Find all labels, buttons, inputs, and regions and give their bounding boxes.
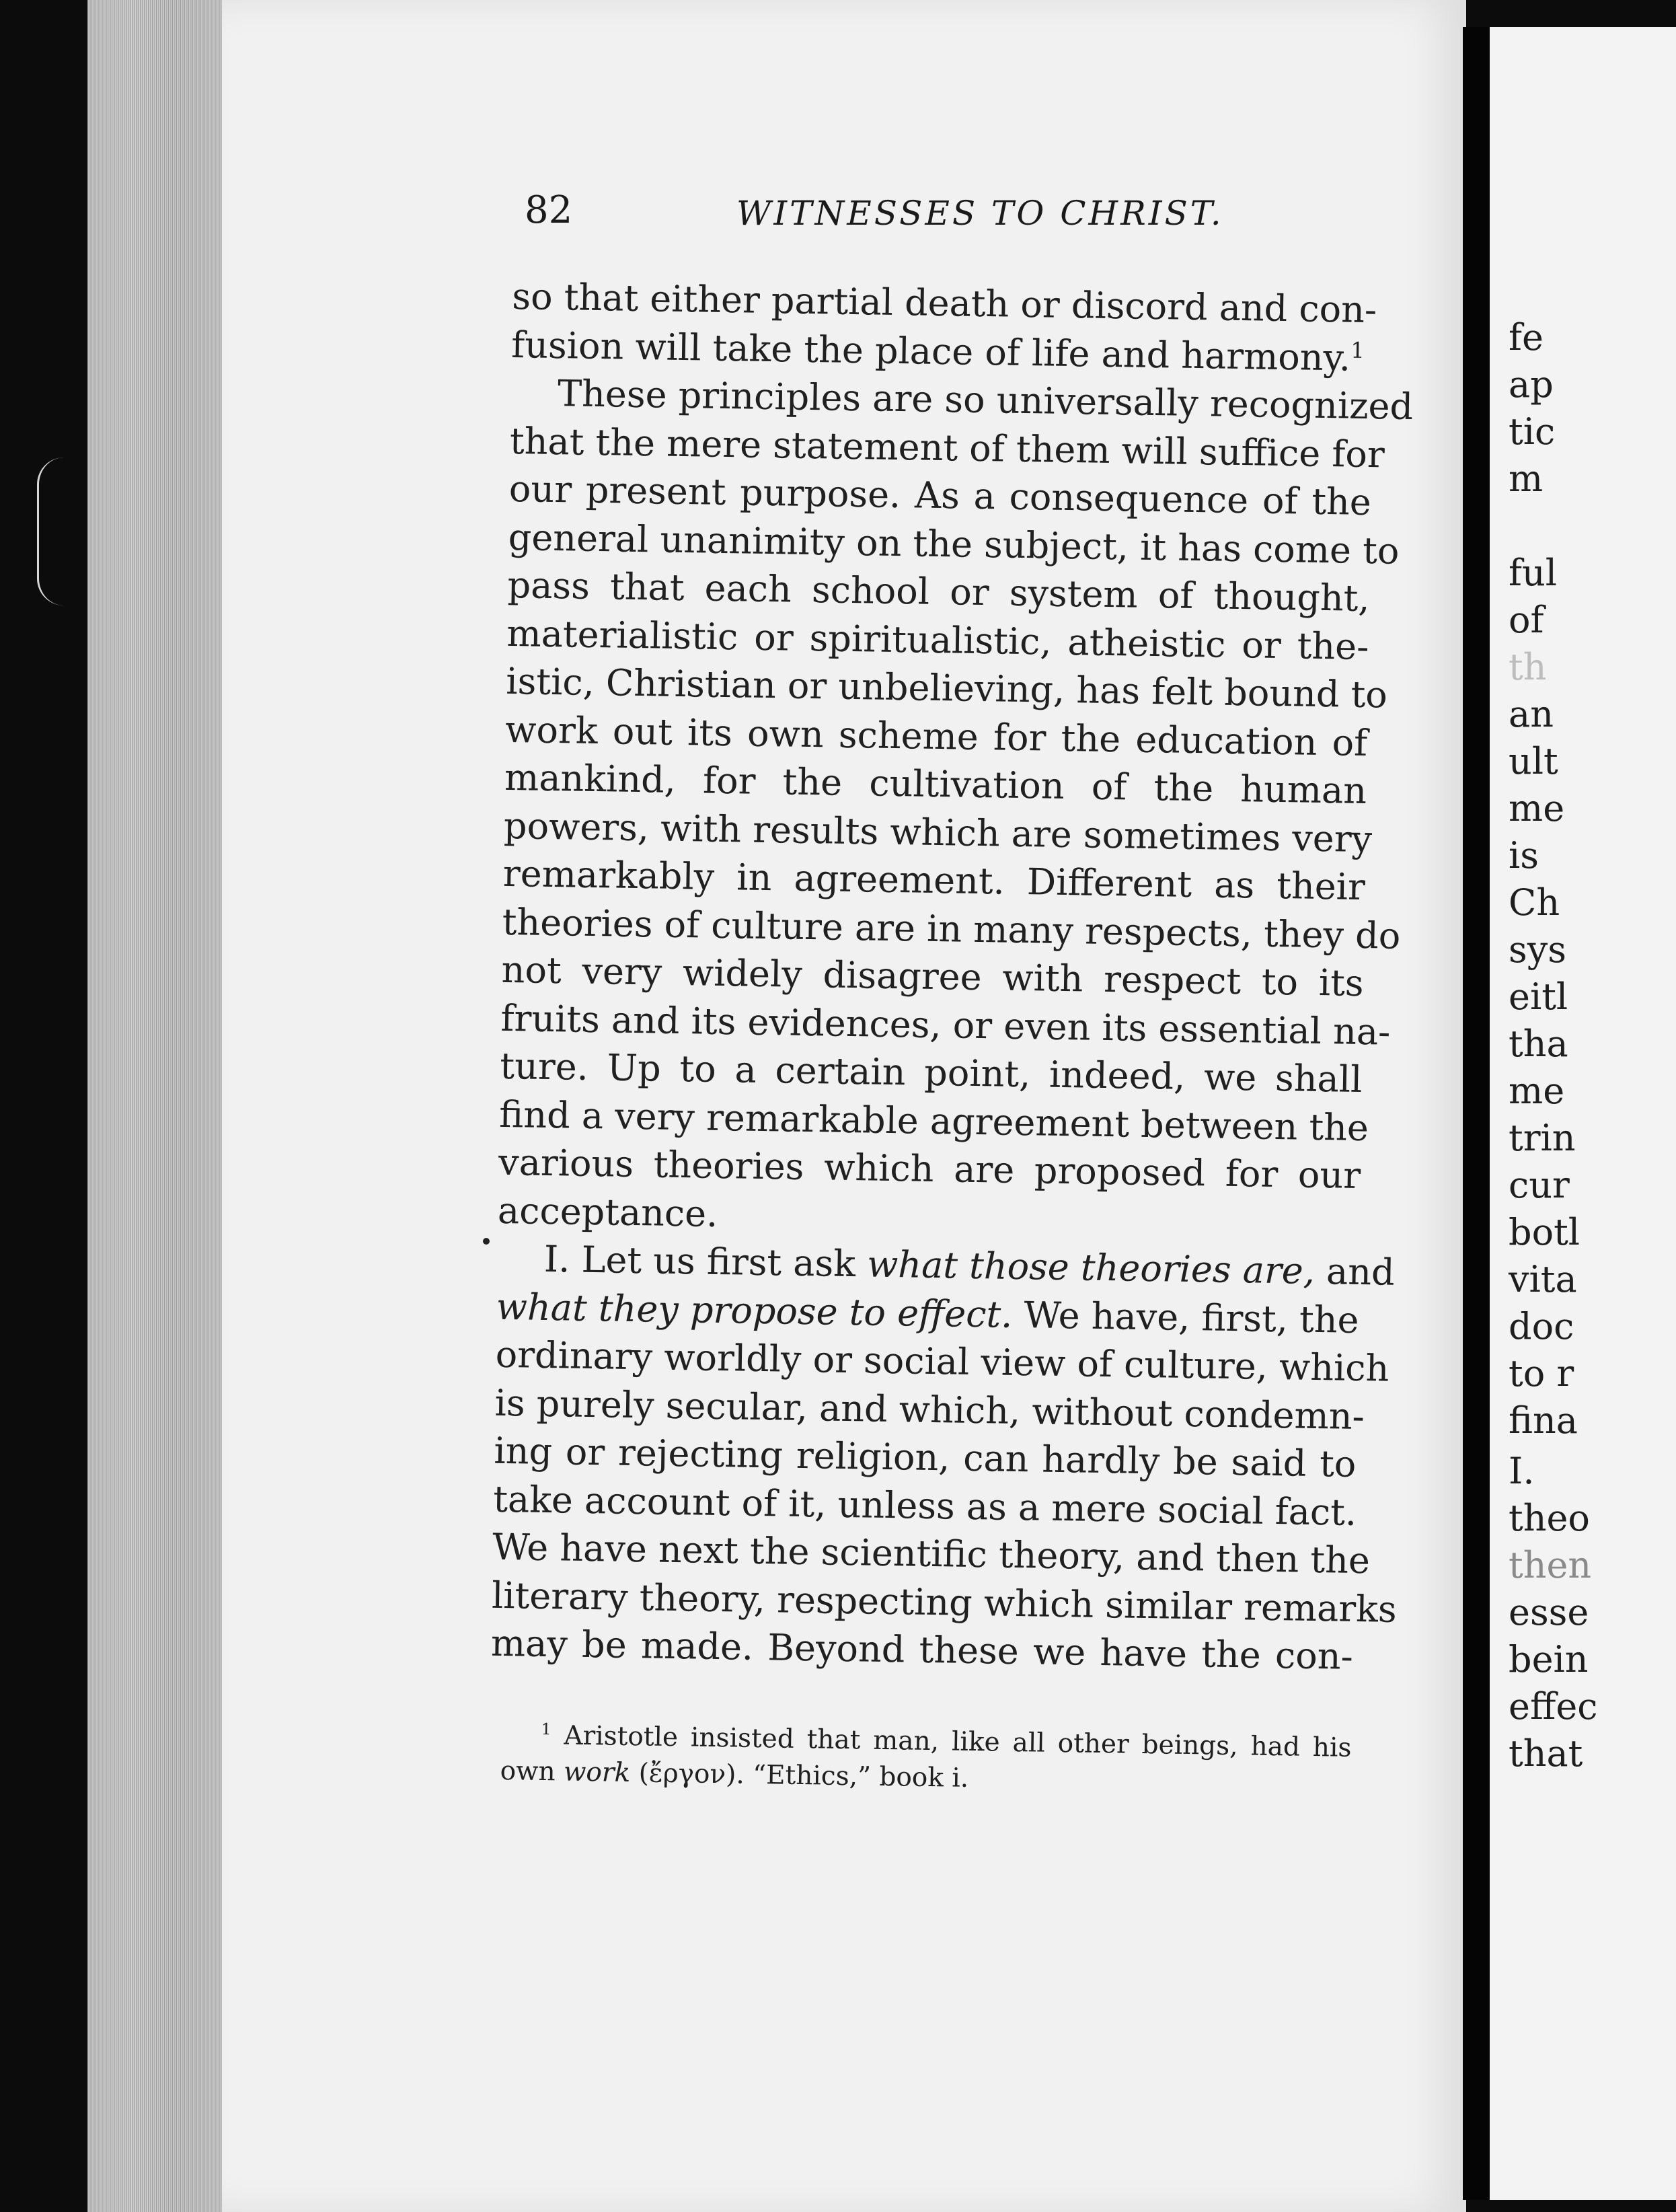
footnote-line: own work (ἔργον). “Ethics,” book i. [500,1755,969,1794]
facing-page-line: tic [1509,410,1556,453]
text-line: work out its own scheme for the education of [504,708,1368,764]
facing-page-line: to r [1509,1352,1574,1395]
running-title: WITNESSES TO CHRIST. [736,194,1224,233]
text-line: what they propose to effect. We have, first, the [496,1285,1360,1341]
facing-page-line: is [1509,834,1539,877]
facing-page-line: botl [1509,1211,1580,1253]
facing-page-line: m [1509,457,1544,500]
facing-page-line: me [1509,787,1565,830]
facing-page-line: cur [1509,1164,1570,1206]
facing-page-line: of [1509,599,1544,641]
text-line: ordinary worldly or social view of culture, which [495,1333,1389,1390]
facing-page-line: vita [1509,1258,1577,1300]
body-text [490,272,1414,1681]
facing-page-line: me [1509,1070,1565,1112]
facing-page-line: effec [1509,1685,1598,1728]
facing-page-line: ult [1509,740,1558,782]
facing-page-line: th [1509,646,1547,688]
text-line: ture. Up to a certain point, indeed, we shall [499,1044,1363,1101]
text-line: I. Let us first ask what those theories are, and [543,1237,1396,1294]
facing-page-line: esse [1509,1591,1589,1633]
page-number: 82 [525,188,573,232]
facing-page-line: sys [1509,928,1566,971]
text-line: materialistic or spiritualistic, atheistic or the- [506,612,1369,668]
facing-page-line: tha [1509,1023,1568,1065]
facing-page-line: fina [1509,1399,1578,1442]
text-line: not very widely disagree with respect to its [501,948,1365,1005]
italic-phrase: what those theories are, [866,1243,1316,1292]
text-line: general unanimity on the subject, it has come to [508,515,1400,573]
text-line: our present purpose. As a consequence of the [508,467,1372,524]
margin-dot [483,1238,490,1245]
facing-page-line: doc [1509,1305,1574,1348]
footnote [500,1717,1352,1803]
text-line: find a very remarkable agreement between the [498,1093,1369,1149]
text-line: that the mere statement of them will suffice for [509,419,1385,476]
text-line: literary theory, respecting which similar remarks [491,1574,1398,1631]
facing-page-line: fe [1509,316,1544,359]
footnote-marker: 1 [541,1719,551,1739]
text-line: istic, Christian or unbelieving, has felt bound to [505,659,1388,716]
text-line: pass that each school or system of thought, [507,563,1371,620]
text-line: may be made. Beyond these we have the con- [490,1621,1354,1678]
facing-page-line: then [1509,1544,1592,1586]
footnote-line: $^1$ Aristotle insisted that man, like all other beings, had his [541,1719,1352,1763]
text-line: These principles are so universally recognized [557,372,1414,429]
facing-page-line: trin [1509,1117,1576,1159]
text-line: theories of culture are in many respects, they do [502,900,1401,957]
facing-page-line: bein [1509,1638,1589,1681]
facing-page-line: ap [1509,363,1554,406]
text-line: so that either partial death or discord and con- [511,274,1377,332]
stray-thread-mark [37,457,73,605]
facing-page-line: Ch [1509,881,1560,924]
facing-page-line: an [1509,693,1554,735]
text-line: fruits and its evidences, or even its essential na- [500,996,1391,1054]
italic-phrase: what they propose to effect. [496,1285,1013,1336]
footnote-reference: 1 [1350,337,1365,363]
facing-page-line: theo [1509,1497,1590,1539]
text-line: various theories which are proposed for our [498,1140,1361,1197]
text-line: We have next the scientific theory, and then the [492,1525,1371,1582]
facing-page-line: I. [1509,1450,1535,1492]
text-line: mankind, for the cultivation of the human [504,755,1367,813]
text-line: powers, with results which are sometimes very [503,804,1373,860]
text-line: ing or rejecting religion, can hardly be said to [493,1429,1357,1485]
facing-page-line: that [1509,1732,1583,1775]
facing-page [1490,27,1676,2200]
book-page-edges [87,0,235,2212]
text-line: fusion will take the place of life and harmony.$^1$ [510,323,1365,379]
facing-page-line: eitl [1509,975,1568,1018]
text-line: is purely secular, and which, without condemn- [494,1381,1365,1438]
text-line: take account of it, unless as a mere social fact. [492,1477,1357,1534]
text-line: remarkably in agreement. Different as their [502,852,1366,909]
text-line: acceptance. [497,1189,718,1235]
facing-page-line: ful [1509,552,1558,594]
